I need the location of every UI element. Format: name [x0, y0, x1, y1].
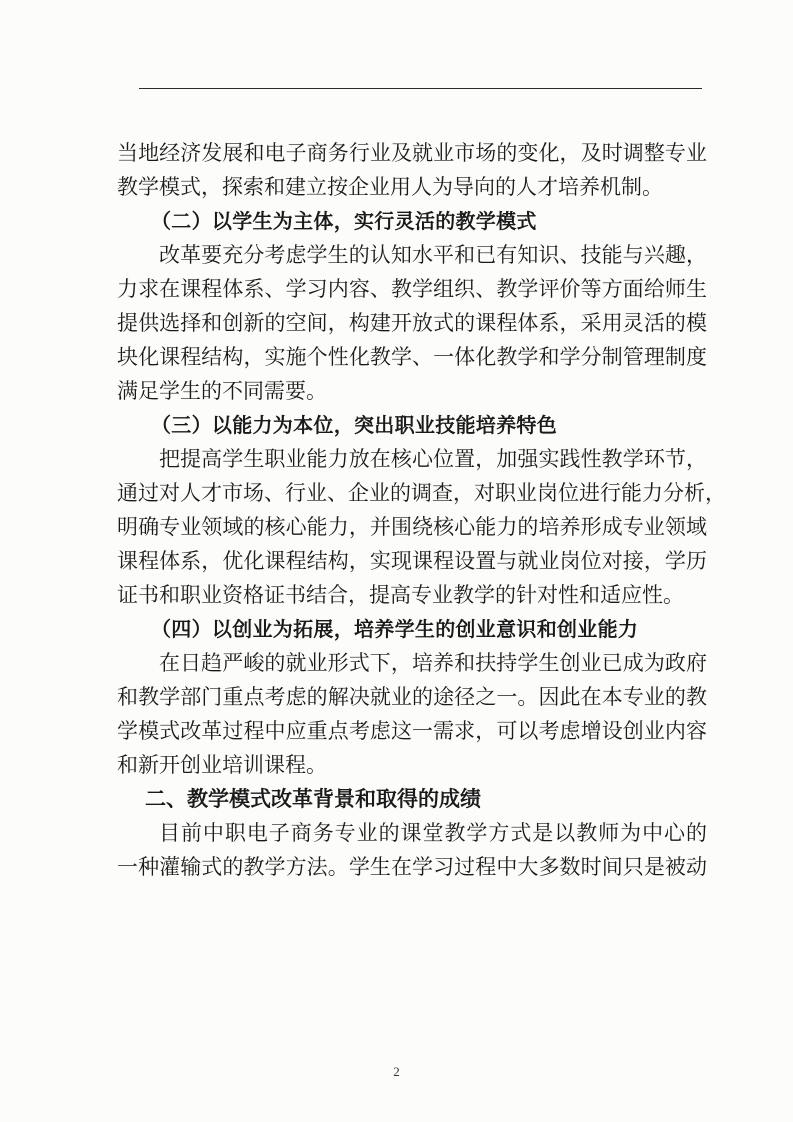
body-text-line: 教学模式，探索和建立按企业用人为导向的人才培养机制。 — [117, 175, 663, 199]
body-text-line: 满足学生的不同需要。 — [117, 379, 327, 403]
header-rule — [139, 88, 702, 89]
body-text-line: 课程体系，优化课程结构，实现课程设置与就业岗位对接，学历 — [117, 549, 707, 573]
body-text-line: 学模式改革过程中应重点考虑这一需求，可以考虑增设创业内容 — [117, 719, 707, 743]
section-heading-2: （二）以学生为主体，实行灵活的教学模式 — [151, 209, 537, 233]
body-text-line: 在日趋严峻的就业形式下，培养和扶持学生创业已成为政府 — [159, 651, 707, 675]
page-body — [117, 136, 726, 884]
body-text-line: 块化课程结构，实施个性化教学、一体化教学和学分制管理制度 — [117, 345, 707, 369]
body-text-line: 证书和职业资格证书结合，提高专业教学的针对性和适应性。 — [117, 583, 684, 607]
body-text-line: 和教学部门重点考虑的解决就业的途径之一。因此在本专业的教 — [117, 685, 707, 709]
body-text-line: 当地经济发展和电子商务行业及就业市场的变化，及时调整专业 — [117, 141, 707, 165]
section-heading-4: （四）以创业为拓展，培养学生的创业意识和创业能力 — [151, 617, 639, 641]
body-text-line: 改革要充分考虑学生的认知水平和已有知识、技能与兴趣， — [159, 243, 707, 267]
body-text-line: 和新开创业培训课程。 — [117, 753, 327, 777]
body-text-line: 通过对人才市场、行业、企业的调查，对职业岗位进行能力分析， — [117, 481, 726, 505]
body-text-line: 把提高学生职业能力放在核心位置，加强实践性教学环节， — [159, 447, 707, 471]
body-text-line: 目前中职电子商务专业的课堂教学方式是以教师为中心的 — [159, 821, 707, 845]
body-text-line: 力求在课程体系、学习内容、教学组织、教学评价等方面给师生 — [117, 277, 707, 301]
chapter-heading: 二、教学模式改革背景和取得的成绩 — [145, 787, 481, 811]
body-text-line: 一种灌输式的教学方法。学生在学习过程中大多数时间只是被动 — [117, 855, 707, 879]
page-number: 2 — [393, 1064, 400, 1079]
section-heading-3: （三）以能力为本位，突出职业技能培养特色 — [151, 413, 557, 437]
body-text-line: 提供选择和创新的空间，构建开放式的课程体系，采用灵活的模 — [117, 311, 707, 335]
body-text-line: 明确专业领域的核心能力，并围绕核心能力的培养形成专业领域 — [117, 515, 707, 539]
